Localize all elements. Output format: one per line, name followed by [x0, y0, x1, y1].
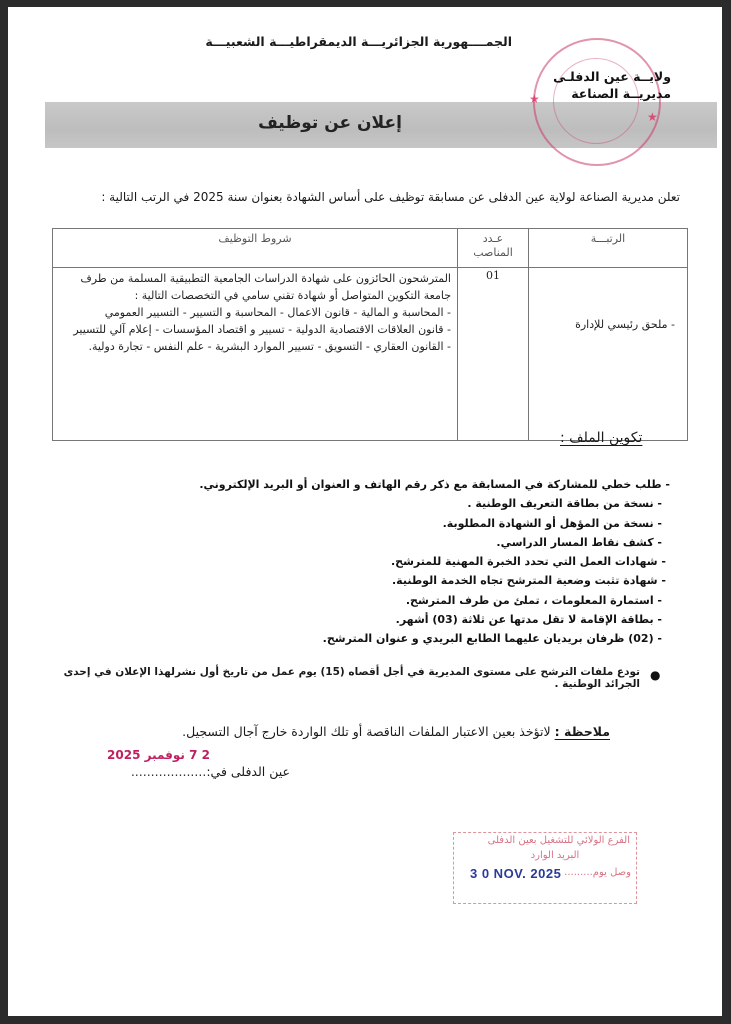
list-item: - استمارة المعلومات ، تملئ من طرف المترشح.: [405, 593, 662, 607]
note-text: لاتؤخذ بعين الاعتبار الملفات الناقصة أو تلك الواردة خارج آجال التسجيل.: [182, 724, 555, 739]
conditions-cell: [53, 268, 458, 441]
list-item: - كشف نقاط المسار الدراسي.: [496, 535, 662, 549]
received-date: 3 0 NOV. 2025: [470, 866, 562, 881]
received-stamp-line: وصل يوم.........: [564, 867, 631, 878]
deposit-notice: تودع ملفات الترشح على مستوى المديرية في أجل أقصاه (15) يوم عمل من تاريخ أول نشرلهذا الإعلان في إحدى الجرائد الوطنية .: [63, 666, 640, 690]
note: [120, 724, 610, 739]
header-rank: الرتبـــة: [529, 229, 688, 268]
list-item: - نسخة من بطاقة التعريف الوطنية .: [467, 497, 662, 511]
signature-place: [130, 764, 290, 779]
intro-paragraph: تعلن مديرية الصناعة لولاية عين الدفلى عن مسابقة توظيف على أساس الشهادة بعنوان سنة 2025 في الرتب التالية :: [101, 190, 680, 204]
received-stamp-line: الفرع الولائي للتشغيل بعين الدفلى: [487, 835, 630, 846]
received-stamp-line: البريد الوارد: [530, 850, 580, 861]
condition-line: - قانون العلاقات الاقتصادية الدولية - تسيير و اقتصاد المؤسسات - إعلام آلي للتسيير: [73, 323, 451, 336]
dossier-list: [150, 475, 670, 649]
header-conditions: شروط التوظيف: [53, 229, 458, 268]
condition-line: - المحاسبة و المالية - قانون الاعمال - المحاسبة و التسيير - التسيير العمومي: [104, 306, 451, 319]
count-cell: 01: [458, 268, 529, 441]
bullet-icon: ●: [650, 668, 661, 682]
dossier-title: تكوين الملف :: [560, 430, 643, 446]
condition-line: جامعة التكوين المتواصل أو شهادة تقني سامي في التخصصات التالية :: [134, 289, 451, 302]
condition-line: - القانون العقاري - التسويق - تسيير الموارد البشرية - علم النفس - تجارة دولية.: [88, 340, 451, 353]
list-item: - شهادة تثبت وضعية المترشح تجاه الخدمة الوطنية.: [391, 574, 666, 588]
place-label: عين الدفلى في:: [206, 764, 290, 779]
rank-cell: - ملحق رئيسي للإدارة: [529, 268, 688, 441]
list-item: - نسخة من المؤهل أو الشهادة المطلوبة.: [442, 516, 662, 530]
table-header-row: [53, 229, 688, 268]
condition-line: المترشحون الحائزون على شهادة الدراسات الجامعية التطبيقية المسلمة من طرف: [80, 272, 451, 285]
page-title: إعلان عن توظيف: [258, 113, 402, 133]
note-label: ملاحظة :: [554, 724, 610, 739]
header-count: عـدد المناصب: [458, 229, 529, 268]
star-icon: ★: [647, 110, 658, 124]
seal-line-directorate: مديريــة الصناعة: [571, 86, 671, 101]
list-item: - (02) ظرفان بريديان عليهما الطابع البريدي و عنوان المترشح.: [322, 632, 662, 646]
date-dots: ...................: [130, 764, 207, 779]
seal-line-wilaya: ولايــة عين الدفلـى: [553, 69, 671, 84]
table-row: [53, 268, 688, 441]
list-item: - شهادات العمل التي تحدد الخبرة المهنية للمترشح.: [390, 555, 666, 569]
official-seal: [529, 38, 661, 166]
seal-text: [545, 68, 671, 102]
date-stamp: 2 7 نوفمبر 2025: [107, 748, 210, 762]
list-item: - طلب خطي للمشاركة في المسابقة مع ذكر رقم الهاتف و العنوان أو البريد الإلكتروني.: [199, 478, 670, 491]
jobs-table: [52, 228, 688, 441]
republic-header: الجمــــهورية الجزائريـــة الديمقراطيـــة الشعبيـــة: [205, 34, 512, 49]
list-item: - بطاقة الإقامة لا تقل مدتها عن ثلاثة (03) أشهر.: [395, 613, 662, 627]
star-icon: ★: [529, 92, 540, 106]
